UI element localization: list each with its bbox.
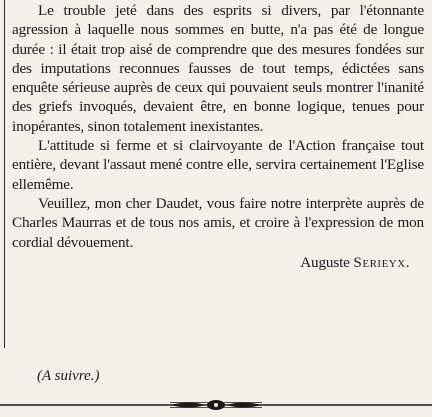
paragraph-3: Veuillez, mon cher Daudet, vous faire notre interprète auprès de Charles Maurras et de tous nos amis, et croire à l'expression de mon cordial dévouement. [12,194,424,251]
paragraph-1: Le trouble jeté dans des esprits si divers, par l'étonnante agression à laquelle nous sommes en butte, n'a pas été de longue durée : il était trop aisé de comprendre que des mesures fondées sur des imputations reconnues fausses de tout temps, édictées sans enquête sérieuse auprès de ceux qui pouvaient seuls montrer l'inanité des griefs invoqués, devaient être, en bonne logique, tenues pour inopérantes, sinon totalement inexistantes. [12,2,424,135]
article-body [12,1,424,272]
divider-ornament-icon [0,398,432,412]
signature-first-name: Auguste [300,253,350,271]
to-be-continued [37,368,99,385]
to-be-continued-label: (A suivre.) [37,368,100,384]
ornamental-divider [0,398,432,412]
signature-last-name: Serieyx. [353,253,410,271]
signature [12,253,424,272]
column-rule [4,0,5,348]
paragraph-2: L'attitude si ferme et si clairvoyante de l'Action française tout entière, devant l'assaut mené contre elle, servira certainement l'Eglise ellemême. [12,137,424,193]
